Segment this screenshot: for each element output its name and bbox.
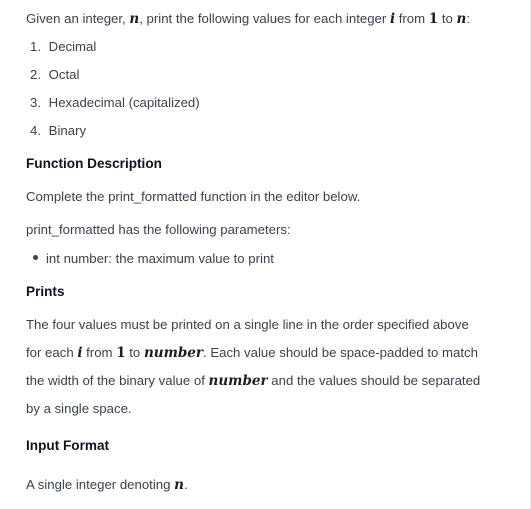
prints-heading: Prints — [26, 284, 65, 299]
math-var-n: n — [129, 11, 140, 27]
math-var-i: i — [77, 345, 83, 361]
input-format-text — [26, 477, 188, 493]
intro-text: from — [398, 11, 426, 26]
input-format-heading: Input Format — [26, 438, 110, 453]
intro-text: , print the following values for each integer — [139, 11, 387, 26]
list-label: Decimal — [48, 39, 97, 54]
function-description-text: Complete the print_formatted function in the editor below. — [26, 189, 361, 204]
parameter-item: int number: the maximum value to print — [46, 251, 274, 266]
input-format-label: . — [183, 477, 188, 492]
list-label: Hexadecimal (capitalized) — [48, 95, 200, 110]
intro-text: Given an integer, — [26, 11, 126, 26]
intro-text: to — [441, 11, 453, 26]
math-var-n: n — [174, 477, 184, 493]
input-format-label: A single integer denoting — [26, 477, 171, 492]
parameters-intro: print_formatted has the following parameters: — [26, 222, 291, 237]
format-item-hexadecimal — [30, 95, 200, 110]
list-label: Binary — [48, 123, 87, 138]
prints-line-3 — [26, 373, 480, 389]
intro-line — [26, 11, 470, 27]
prints-text: for each — [26, 345, 74, 360]
prints-text: and the values should be separated — [271, 373, 481, 388]
list-number: 1. — [30, 39, 41, 54]
function-description-heading: Function Description — [26, 156, 162, 171]
math-var-number: number — [143, 345, 203, 361]
math-var-n: n — [456, 11, 467, 27]
prints-line-4: by a single space. — [26, 401, 132, 416]
prints-line-2 — [26, 345, 478, 361]
bullet-icon — [33, 255, 38, 260]
math-number-one: 1 — [116, 345, 126, 361]
format-item-decimal — [30, 39, 96, 54]
list-number: 3. — [30, 95, 41, 110]
format-item-octal — [30, 67, 79, 82]
list-number: 2. — [30, 67, 41, 82]
math-var-i: i — [389, 11, 396, 27]
intro-text: : — [466, 11, 471, 26]
list-label: Octal — [48, 67, 80, 82]
math-var-number: number — [208, 373, 268, 389]
prints-line-1: The four values must be printed on a single line in the order specified above — [26, 317, 469, 332]
format-item-binary — [30, 123, 86, 138]
prints-text: the width of the binary value of — [26, 373, 205, 388]
list-number: 4. — [30, 123, 41, 138]
prints-text: to — [129, 345, 141, 360]
prints-text: from — [86, 345, 113, 360]
prints-text: . Each value should be space-padded to match — [203, 345, 478, 360]
math-number-one: 1 — [428, 11, 439, 27]
